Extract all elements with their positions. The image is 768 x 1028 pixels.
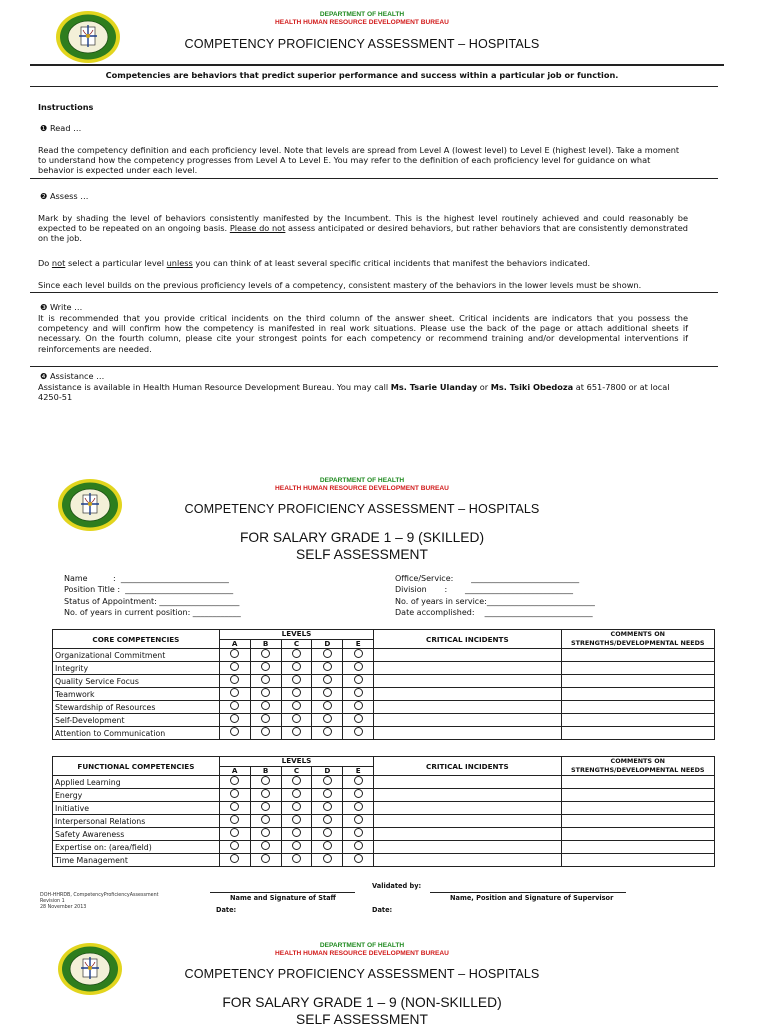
level-radio[interactable] [292, 675, 301, 684]
level-letter: B [250, 766, 281, 776]
level-radio[interactable] [261, 854, 270, 863]
level-radio[interactable] [354, 649, 363, 658]
divider [30, 64, 724, 66]
dept-name: DEPARTMENT OF HEALTH [319, 942, 405, 949]
competency-row [53, 701, 715, 714]
competency-row [53, 727, 715, 740]
bureau-name: HEALTH HUMAN RESOURCE DEVELOPMENT BUREAU [275, 949, 449, 957]
level-radio[interactable] [261, 727, 270, 736]
footer-code: DOH-HHRDB, CompetencyProficiencyAssessment Revision 1 28 November 2013 [40, 893, 159, 910]
staff-date-label: Date: [216, 906, 237, 914]
level-radio[interactable] [354, 828, 363, 837]
level-radio[interactable] [354, 841, 363, 850]
level-letter: D [312, 639, 343, 649]
level-radio[interactable] [230, 841, 239, 850]
divider [30, 366, 718, 367]
competency-name: Integrity [53, 662, 220, 675]
level-radio[interactable] [354, 789, 363, 798]
critical-incident-cell[interactable] [374, 714, 561, 727]
level-radio[interactable] [261, 675, 270, 684]
level-radio[interactable] [230, 815, 239, 824]
competency-name: Interpersonal Relations [53, 815, 220, 828]
tagline: Competencies are behaviors that predict superior performance and success within a particular job or function. [105, 70, 619, 80]
level-radio[interactable] [230, 701, 239, 710]
level-radio[interactable] [230, 776, 239, 785]
critical-incident-cell[interactable] [374, 701, 561, 714]
level-radio[interactable] [354, 802, 363, 811]
level-radio[interactable] [354, 815, 363, 824]
level-radio[interactable] [230, 854, 239, 863]
competency-name: Stewardship of Resources [53, 701, 220, 714]
level-radio[interactable] [292, 649, 301, 658]
level-radio[interactable] [292, 701, 301, 710]
level-radio[interactable] [323, 727, 332, 736]
level-radio[interactable] [292, 815, 301, 824]
competency-name: Teamwork [53, 688, 220, 701]
level-radio[interactable] [261, 789, 270, 798]
competency-row [53, 662, 715, 675]
critical-incident-cell[interactable] [374, 828, 561, 841]
level-radio[interactable] [323, 802, 332, 811]
competency-row [53, 841, 715, 854]
level-radio[interactable] [230, 662, 239, 671]
level-radio[interactable] [292, 714, 301, 723]
level-radio[interactable] [261, 688, 270, 697]
level-radio[interactable] [261, 841, 270, 850]
assess-heading: ❷ Assess … [40, 191, 89, 201]
level-radio[interactable] [292, 841, 301, 850]
competency-row [53, 815, 715, 828]
competency-name: Safety Awareness [53, 828, 220, 841]
level-radio[interactable] [323, 815, 332, 824]
critical-incident-cell[interactable] [374, 727, 561, 740]
competency-row [53, 714, 715, 727]
level-radio[interactable] [323, 776, 332, 785]
levels-header: LEVELS [219, 757, 373, 767]
level-radio[interactable] [292, 828, 301, 837]
competency-name: Energy [53, 789, 220, 802]
comments-cell[interactable] [561, 854, 714, 867]
level-radio[interactable] [323, 662, 332, 671]
staff-signature-label: Name and Signature of Staff [230, 894, 336, 902]
level-radio[interactable] [292, 776, 301, 785]
comments-cell[interactable] [561, 701, 714, 714]
level-radio[interactable] [292, 854, 301, 863]
competency-row [53, 688, 715, 701]
level-radio[interactable] [261, 662, 270, 671]
supervisor-date-label: Date: [372, 906, 393, 914]
level-radio[interactable] [230, 675, 239, 684]
core-competencies-table [52, 629, 715, 740]
competency-name: Applied Learning [53, 776, 220, 789]
level-radio[interactable] [261, 776, 270, 785]
comments-cell[interactable] [561, 688, 714, 701]
competency-row [53, 649, 715, 662]
assessment-type: SELF ASSESSMENT [296, 547, 428, 562]
instructions-heading: Instructions [38, 102, 94, 112]
level-radio[interactable] [323, 854, 332, 863]
level-radio[interactable] [323, 714, 332, 723]
level-radio[interactable] [230, 714, 239, 723]
level-radio[interactable] [323, 841, 332, 850]
level-radio[interactable] [292, 789, 301, 798]
critical-incident-cell[interactable] [374, 688, 561, 701]
level-radio[interactable] [354, 776, 363, 785]
functional-competencies-table [52, 756, 715, 867]
read-body: Read the competency definition and each proficiency level. Note that levels are spread from Level A (lowest level) to Level E (highest level). Take a moment to understand how the competency progresses from Level A to Level E. You may refer to the definition of each proficiency level for guidance on what behavior is expected under each level. [38, 145, 680, 176]
level-radio[interactable] [292, 662, 301, 671]
level-letter: E [343, 766, 374, 776]
critical-incident-cell[interactable] [374, 776, 561, 789]
comments-header: COMMENTS ON STRENGTHS/DEVELOPMENTAL NEEDS [561, 630, 714, 649]
competency-name: Time Management [53, 854, 220, 867]
level-radio[interactable] [323, 688, 332, 697]
level-radio[interactable] [323, 701, 332, 710]
dept-name: DEPARTMENT OF HEALTH [319, 11, 405, 18]
level-radio[interactable] [261, 649, 270, 658]
write-heading: ❸ Write … [40, 302, 83, 312]
competency-name: Attention to Communication [53, 727, 220, 740]
level-letter: C [281, 639, 312, 649]
level-letter: D [312, 766, 343, 776]
level-radio[interactable] [230, 802, 239, 811]
competency-row [53, 776, 715, 789]
assistance-body: Assistance is available in Health Human Resource Development Bureau. You may call Ms. Tsarie Ulanday or Ms. Tsiki Obedoza at 651-7800 or at local 4250-51 [38, 382, 670, 403]
salary-grade-heading: FOR SALARY GRADE 1 – 9 (NON-SKILLED) [222, 995, 502, 1010]
divider [30, 292, 718, 293]
competency-name: Self-Development [53, 714, 220, 727]
level-radio[interactable] [230, 828, 239, 837]
critical-incident-cell[interactable] [374, 802, 561, 815]
critical-incident-cell[interactable] [374, 854, 561, 867]
assess-body-3: Since each level builds on the previous proficiency levels of a competency, consistent mastery of the behaviors in the lower levels must be shown. [38, 280, 642, 290]
level-radio[interactable] [261, 701, 270, 710]
competency-name: Quality Service Focus [53, 675, 220, 688]
critical-incidents-header: CRITICAL INCIDENTS [374, 757, 561, 776]
level-radio[interactable] [261, 802, 270, 811]
level-radio[interactable] [354, 662, 363, 671]
critical-incident-cell[interactable] [374, 675, 561, 688]
level-radio[interactable] [323, 649, 332, 658]
dept-name: DEPARTMENT OF HEALTH [319, 477, 405, 484]
level-radio[interactable] [354, 727, 363, 736]
staff-info-fields[interactable]: Name : ___________________________ Position Title : ___________________________ Status of Appointment: ____________________ No. of years in current position: ____________ [64, 574, 241, 617]
level-radio[interactable] [354, 675, 363, 684]
comments-cell[interactable] [561, 662, 714, 675]
assessment-type: SELF ASSESSMENT [296, 1012, 428, 1027]
competency-name: Initiative [53, 802, 220, 815]
level-radio[interactable] [354, 714, 363, 723]
functional-competencies-header: FUNCTIONAL COMPETENCIES [53, 757, 220, 776]
level-radio[interactable] [292, 802, 301, 811]
critical-incident-cell[interactable] [374, 662, 561, 675]
competency-row [53, 802, 715, 815]
critical-incidents-header: CRITICAL INCIDENTS [374, 630, 561, 649]
assess-body-1: Mark by shading the level of behaviors consistently manifested by the Incumbent. This is the highest level routinely achieved and could reasonably be expected to be repeated on an ongoing basis. Please do not assess anticipated or desired behaviors, but rather behaviors that are consistently demonstrated on the job. [38, 213, 688, 244]
supervisor-signature-label: Name, Position and Signature of Supervisor [450, 894, 614, 902]
competency-name: Organizational Commitment [53, 649, 220, 662]
bureau-name: HEALTH HUMAN RESOURCE DEVELOPMENT BUREAU [275, 18, 449, 26]
comments-cell[interactable] [561, 675, 714, 688]
staff-signature-line[interactable] [210, 892, 355, 893]
supervisor-signature-line[interactable] [430, 892, 626, 893]
divider [30, 178, 718, 179]
competency-name: Expertise on: (area/field) [53, 841, 220, 854]
level-radio[interactable] [292, 727, 301, 736]
critical-incident-cell[interactable] [374, 649, 561, 662]
critical-incident-cell[interactable] [374, 789, 561, 802]
level-radio[interactable] [230, 649, 239, 658]
comments-header: COMMENTS ON STRENGTHS/DEVELOPMENTAL NEEDS [561, 757, 714, 776]
assess-body-2: Do not select a particular level unless you can think of at least several specific critical incidents that manifest the behaviors indicated. [38, 258, 591, 268]
level-radio[interactable] [354, 688, 363, 697]
competency-row [53, 828, 715, 841]
comments-cell[interactable] [561, 649, 714, 662]
levels-header: LEVELS [219, 630, 373, 640]
level-radio[interactable] [292, 688, 301, 697]
form-title: COMPETENCY PROFICIENCY ASSESSMENT – HOSPITALS [184, 967, 540, 981]
bureau-name: HEALTH HUMAN RESOURCE DEVELOPMENT BUREAU [275, 484, 449, 492]
agency-header [0, 942, 724, 957]
competency-row [53, 854, 715, 867]
level-radio[interactable] [261, 828, 270, 837]
page-title: COMPETENCY PROFICIENCY ASSESSMENT – HOSPITALS [184, 37, 540, 51]
comments-cell[interactable] [561, 714, 714, 727]
comments-cell[interactable] [561, 727, 714, 740]
level-letter: A [219, 766, 250, 776]
level-letter: C [281, 766, 312, 776]
core-competencies-header: CORE COMPETENCIES [53, 630, 220, 649]
critical-incident-cell[interactable] [374, 841, 561, 854]
critical-incident-cell[interactable] [374, 815, 561, 828]
office-info-fields[interactable]: Office/Service: ___________________________ Division : ___________________________ No. of years in service:___________________________ Date accomplished: ___________________________ [395, 574, 595, 617]
competency-row [53, 675, 715, 688]
level-radio[interactable] [323, 675, 332, 684]
level-letter: E [343, 639, 374, 649]
form-title: COMPETENCY PROFICIENCY ASSESSMENT – HOSPITALS [184, 502, 540, 516]
comments-cell[interactable] [561, 776, 714, 789]
level-letter: A [219, 639, 250, 649]
competency-row [53, 789, 715, 802]
level-radio[interactable] [230, 688, 239, 697]
comments-cell[interactable] [561, 841, 714, 854]
validated-by-label: Validated by: [372, 882, 422, 890]
level-radio[interactable] [354, 854, 363, 863]
comments-cell[interactable] [561, 815, 714, 828]
agency-header [0, 11, 724, 26]
level-radio[interactable] [261, 815, 270, 824]
assistance-heading: ❹ Assistance … [40, 371, 105, 381]
comments-cell[interactable] [561, 802, 714, 815]
read-heading: ❶ Read … [40, 123, 82, 133]
level-letter: B [250, 639, 281, 649]
level-radio[interactable] [323, 789, 332, 798]
level-radio[interactable] [323, 828, 332, 837]
level-radio[interactable] [261, 714, 270, 723]
comments-cell[interactable] [561, 789, 714, 802]
write-body: It is recommended that you provide critical incidents on the third column of the answer sheet. Critical incidents are indicators that you possess the competency and will confirm how the competency is manifested in real work situations. Please use the back of the page or attach additional sheets if necessary. On the fourth column, please cite your strongest points for each competency or recommend training and/or developmental interventions if reinforcements are needed. [38, 313, 688, 354]
level-radio[interactable] [230, 789, 239, 798]
salary-grade-heading: FOR SALARY GRADE 1 – 9 (SKILLED) [239, 530, 485, 545]
level-radio[interactable] [354, 701, 363, 710]
level-radio[interactable] [230, 727, 239, 736]
divider [30, 86, 718, 87]
agency-header [0, 477, 724, 492]
comments-cell[interactable] [561, 828, 714, 841]
